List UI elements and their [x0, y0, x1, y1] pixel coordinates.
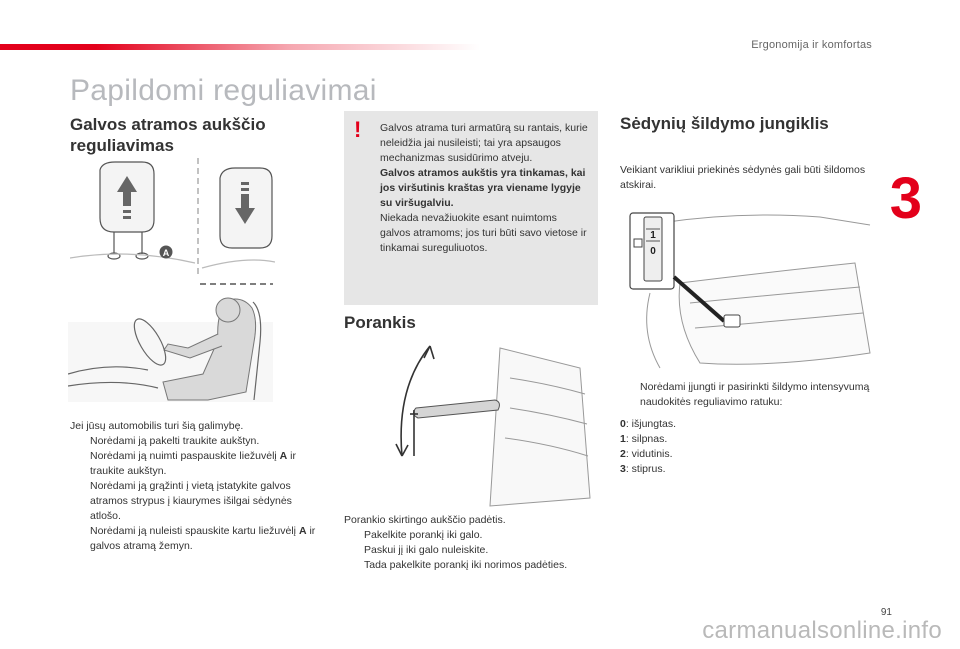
seat-heating-heading: Sėdynių šildymo jungiklis [620, 114, 829, 133]
chapter-title: Ergonomija ir komfortas [751, 39, 872, 51]
page-title: Papildomi reguliavimai [70, 74, 377, 107]
list-item: Norėdami ją nuleisti spauskite kartu liežuvėlį A ir galvos atramą žemyn. [90, 525, 316, 552]
list-item: 2: vidutinis. [620, 448, 673, 460]
armrest-illustration [380, 338, 595, 508]
dial-label: 0 [650, 246, 656, 257]
page-number: 91 [880, 607, 892, 618]
list-item: Norėdami ją nuimti paspauskite liežuvėlį A ir traukite aukštyn. [90, 450, 297, 477]
headrest-heading: Galvos atramos aukščio reguliavimas [70, 115, 266, 155]
watermark: carmanualsonline.info [702, 617, 942, 644]
list-item: 0: išjungtas. [620, 418, 677, 430]
armrest-intro: Porankio skirtingo aukščio padėtis. [344, 514, 506, 526]
headrest-steps [70, 434, 320, 554]
seat-heating-illustration [620, 203, 875, 373]
armrest-steps [344, 528, 594, 573]
header-accent-bar [0, 44, 480, 50]
heating-levels [620, 417, 870, 477]
seat-heating-instructions [620, 380, 870, 410]
headrest-intro: Jei jūsų automobilis turi šią galimybę. [70, 420, 244, 432]
armrest-instructions [344, 513, 594, 573]
warning-box [344, 111, 598, 305]
list-item: Norėdami ją grąžinti į vietą įstatykite galvos atramos strypus į kiaurymes išilgai sėdynės atlošo. [90, 480, 292, 522]
list-item: Norėdami ją pakelti traukite aukštyn. [90, 435, 260, 447]
headrest-instructions [70, 419, 320, 554]
list-item: Tada pakelkite porankį iki norimos padėties. [364, 559, 568, 571]
seat-heating-intro: Veikiant varikliui priekinės sėdynės gali būti šildomos atskirai. [620, 164, 866, 191]
chapter-number: 3 [889, 166, 922, 231]
armrest-heading: Porankis [344, 313, 416, 332]
list-item: Paskui jį iki galo nuleiskite. [364, 544, 489, 556]
seat-heating-steps [620, 380, 870, 410]
list-item: Norėdami įjungti ir pasirinkti šildymo intensyvumą naudokitės reguliavimo ratuku: [640, 381, 870, 408]
headrest-illustration [70, 158, 275, 278]
driver-seat-illustration [68, 282, 273, 402]
list-item: 1: silpnas. [620, 433, 668, 445]
dial-label: 1 [650, 230, 656, 241]
list-item: Pakelkite porankį iki galo. [364, 529, 483, 541]
warning-icon: ! [354, 117, 362, 142]
callout-a: A [162, 248, 170, 258]
warning-text: Galvos atrama turi armatūrą su rantais, kurie neleidžia jai nusileisti; tai yra apsaugos mechanizmas susidūrimo atveju. Galvos atramos aukštis yra tinkamas, kai jos viršutinis kraštas yra viename lygyje su viršugalviu. Niekada nevažiuokite esant nuimtoms galvos atramoms; jos turi būti savo vietose ir tinkamai sureguliuotos. [380, 122, 588, 254]
list-item: 3: stiprus. [620, 463, 666, 475]
